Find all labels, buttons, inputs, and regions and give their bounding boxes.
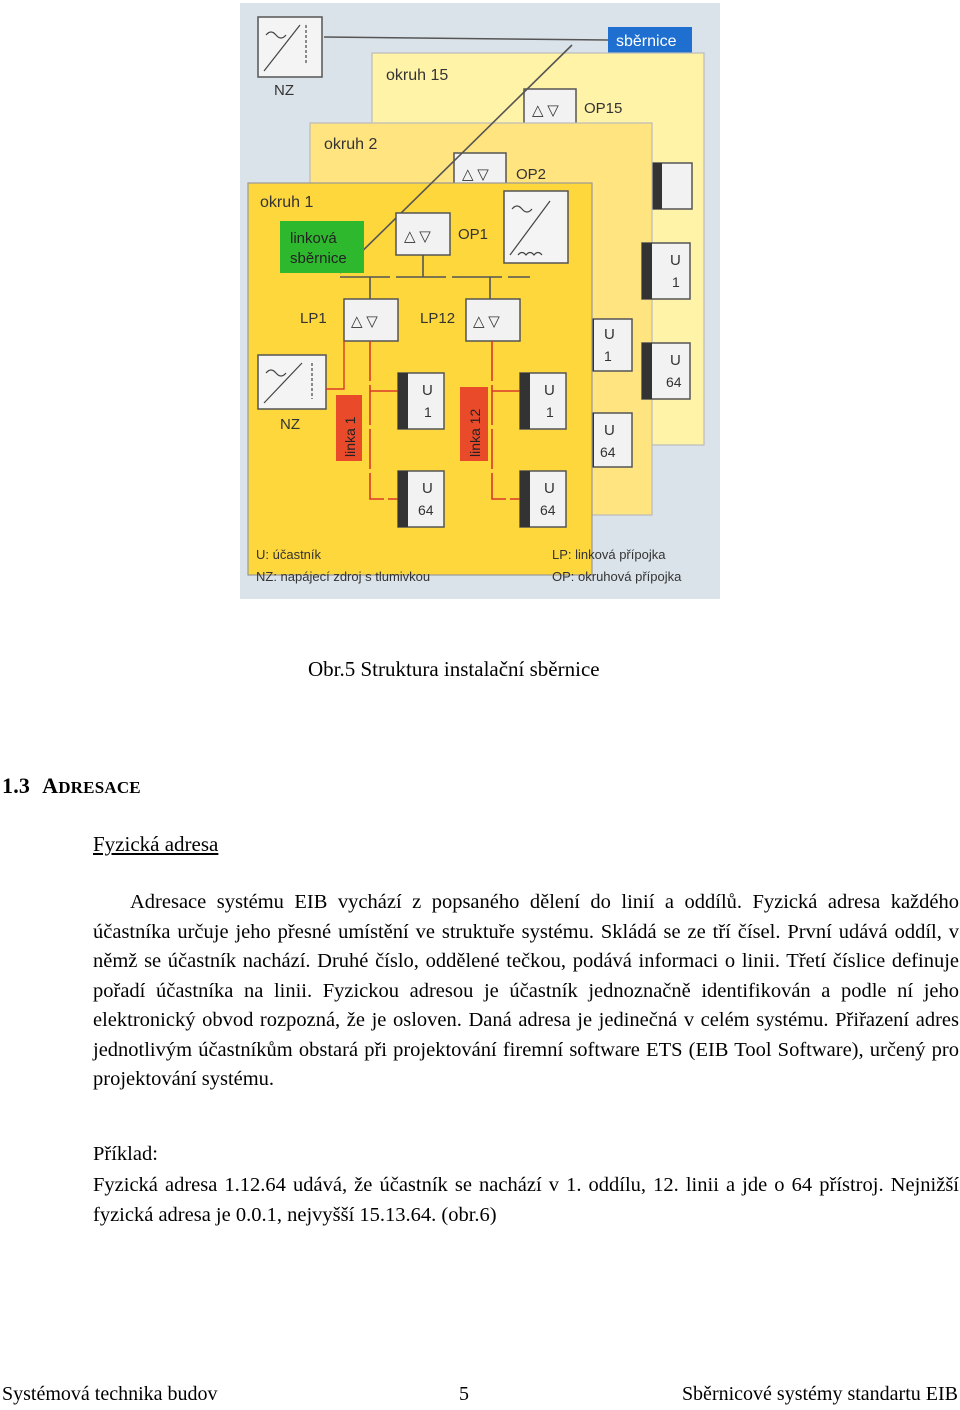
section-title-first: A — [42, 773, 59, 798]
legend-u: U: účastník — [256, 547, 322, 562]
op15-label: OP15 — [584, 100, 623, 117]
svg-text:1: 1 — [546, 404, 554, 420]
example-label: Příklad: — [93, 1143, 158, 1165]
svg-text:U: U — [670, 252, 681, 269]
bus-label: sběrnice — [616, 33, 677, 50]
svg-text:U: U — [544, 480, 555, 497]
svg-text:sběrnice: sběrnice — [290, 250, 347, 267]
svg-text:U: U — [604, 326, 615, 343]
legend-lp: LP: linková přípojka — [552, 547, 666, 562]
linka1-label: linka 1 — [342, 416, 358, 457]
legend-op: OP: okruhová přípojka — [552, 569, 682, 584]
lp12-label: LP12 — [420, 310, 456, 327]
example-text: Fyzická adresa 1.12.64 udává, že účastník se nachází v 1. oddílu, 12. linii a jde o 64 přístroj. Nejnižší fyzická adresa je 0.0.1, nejvyšší 15.13.64. (obr.6) — [93, 1174, 959, 1226]
svg-text:1: 1 — [424, 404, 432, 420]
bus-structure-diagram — [240, 3, 720, 599]
circuit-15-label: okruh 15 — [386, 67, 449, 84]
svg-text:U: U — [604, 422, 615, 439]
footer-right: Sběrnicové systémy standartu EIB — [681, 1383, 958, 1405]
section-title-rest: DRESACE — [58, 778, 141, 797]
svg-text:1: 1 — [604, 348, 612, 364]
circuit-2-label: okruh 2 — [324, 136, 378, 153]
op2-label: OP2 — [516, 166, 547, 183]
body-paragraph: Adresace systému EIB vychází z popsaného dělení do linií a oddílů. Fyzická adresa každého účastníka určuje jeho přesné umístění ve struktuře systému. Skládá se ze tří čísel. První udává oddíl, v němž se účastník nachází. Druhé číslo, oddělené tečkou, podává informaci o linii. Třetí číslice definuje pořadí účastníka na linii. Fyzickou adresou je účastník jednoznačně identifikován a podle ní jeho elektronický obvod rozpozná, že je osloven. Daná adresa je jedinečná v celém systému. Přiřazení adres jednotlivým účastníkům obstará při projektování firemní software ETS (EIB Tool Software), určený pro projektování systému. — [93, 891, 959, 1090]
nz-top-box — [258, 17, 322, 77]
legend-nz: NZ: napájecí zdroj s tlumivkou — [256, 569, 431, 584]
subsection-heading: Fyzická adresa — [93, 832, 219, 856]
linka12-label: linka 12 — [467, 408, 483, 457]
svg-text:△ ▽: △ ▽ — [351, 314, 378, 330]
footer-left: Systémová technika budov — [2, 1383, 218, 1405]
nz-front-box — [258, 355, 326, 409]
svg-text:△ ▽: △ ▽ — [404, 229, 431, 245]
circuit-1-label: okruh 1 — [260, 194, 314, 211]
svg-text:△ ▽: △ ▽ — [462, 167, 489, 183]
lp1-label: LP1 — [300, 310, 327, 327]
section-number: 1.3 — [2, 773, 31, 798]
svg-text:U: U — [422, 480, 433, 497]
section-heading — [2, 773, 141, 799]
svg-text:64: 64 — [418, 502, 434, 518]
svg-text:64: 64 — [666, 374, 682, 390]
svg-text:64: 64 — [540, 502, 556, 518]
svg-text:U: U — [670, 352, 681, 369]
svg-text:linková: linková — [290, 230, 337, 247]
svg-text:△ ▽: △ ▽ — [532, 103, 559, 119]
nz-front-label: NZ — [280, 416, 300, 433]
svg-text:△ ▽: △ ▽ — [473, 314, 500, 330]
nz-top-label: NZ — [274, 82, 294, 99]
page-number: 5 — [459, 1383, 469, 1405]
svg-text:U: U — [422, 382, 433, 399]
figure-caption: Obr.5 Struktura instalační sběrnice — [308, 657, 600, 681]
svg-text:U: U — [544, 382, 555, 399]
op1-label: OP1 — [458, 226, 489, 243]
svg-text:64: 64 — [600, 444, 616, 460]
svg-text:1: 1 — [672, 274, 680, 290]
